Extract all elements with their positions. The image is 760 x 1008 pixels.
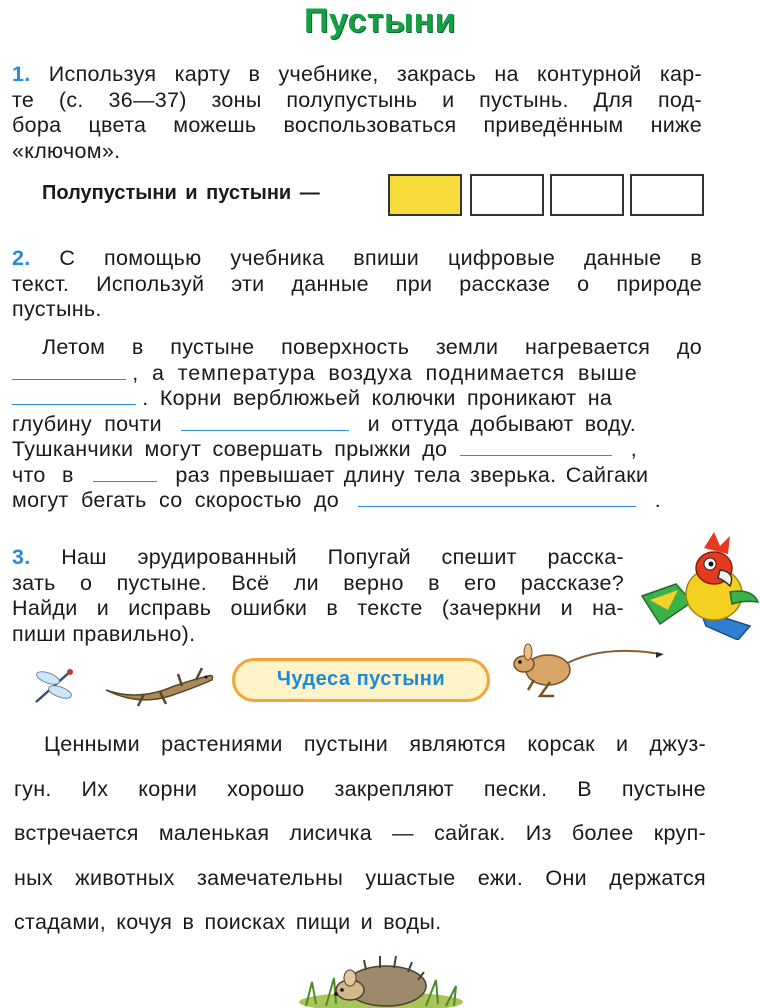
task2-text: 2. С помощью учебника впиши цифровые данные в текст. Используй эти данные при рассказе о природе пустынь. [12,246,702,321]
task3-number: 3. [12,545,31,569]
dragonfly-icon [32,666,76,706]
key-box-2[interactable] [470,174,544,216]
blank-surface-temp[interactable] [12,362,126,380]
hedgehog-icon [296,944,466,1008]
blank-root-depth[interactable] [181,413,349,431]
blank-jump-length[interactable] [460,438,612,456]
task1-number: 1. [12,62,31,86]
task3-text: 3. Наш эрудированный Попугай спешит расска- зать о пустыне. Всё ли верно в его рассказе? Найди и исправь ошибки в тексте (зачеркни и на- пиши правильно). [12,545,624,646]
key-label: Полупустыни и пустыни — [42,182,320,204]
fill-in-text: Летом в пустыне поверхность земли нагревается до , а температура воздуха поднимается выше . Корни верблюжьей колючки проникают на глубину почти и оттуда добывают воду. Тушканчики могут совершать прыжки до , что в раз превышает длину тела зверька. Сайгаки могут бегать со скоростью до . [12,335,702,512]
parrot-icon [640,530,760,640]
blank-times[interactable] [93,464,157,482]
page-title: Пустыни [303,2,457,40]
blank-saiga-speed[interactable] [358,489,636,507]
wonders-banner: Чудеса пустыни [232,658,490,702]
jerboa-icon [510,640,666,698]
parrot-story: Ценными растениями пустыни являются корсак и джуз- гун. Их корни хорошо закрепляют пески. В пустыне встречается маленькая лисичка — сайгак. Из более круп- ных животных замечательны ушастые ежи. Они держатся стадами, кочуя в поисках пищи и воды. [14,732,706,934]
task1-text: 1. Используя карту в учебнике, закрась на контурной кар- те (с. 36—37) зоны полупустынь и пустынь. Для под- бора цвета можешь воспользоваться приведённым ниже «ключом». [12,62,702,163]
task2-number: 2. [12,246,31,270]
key-box-yellow[interactable] [388,174,462,216]
key-box-3[interactable] [550,174,624,216]
lizard-icon [104,660,216,708]
key-box-4[interactable] [630,174,704,216]
blank-air-temp[interactable] [12,387,136,405]
